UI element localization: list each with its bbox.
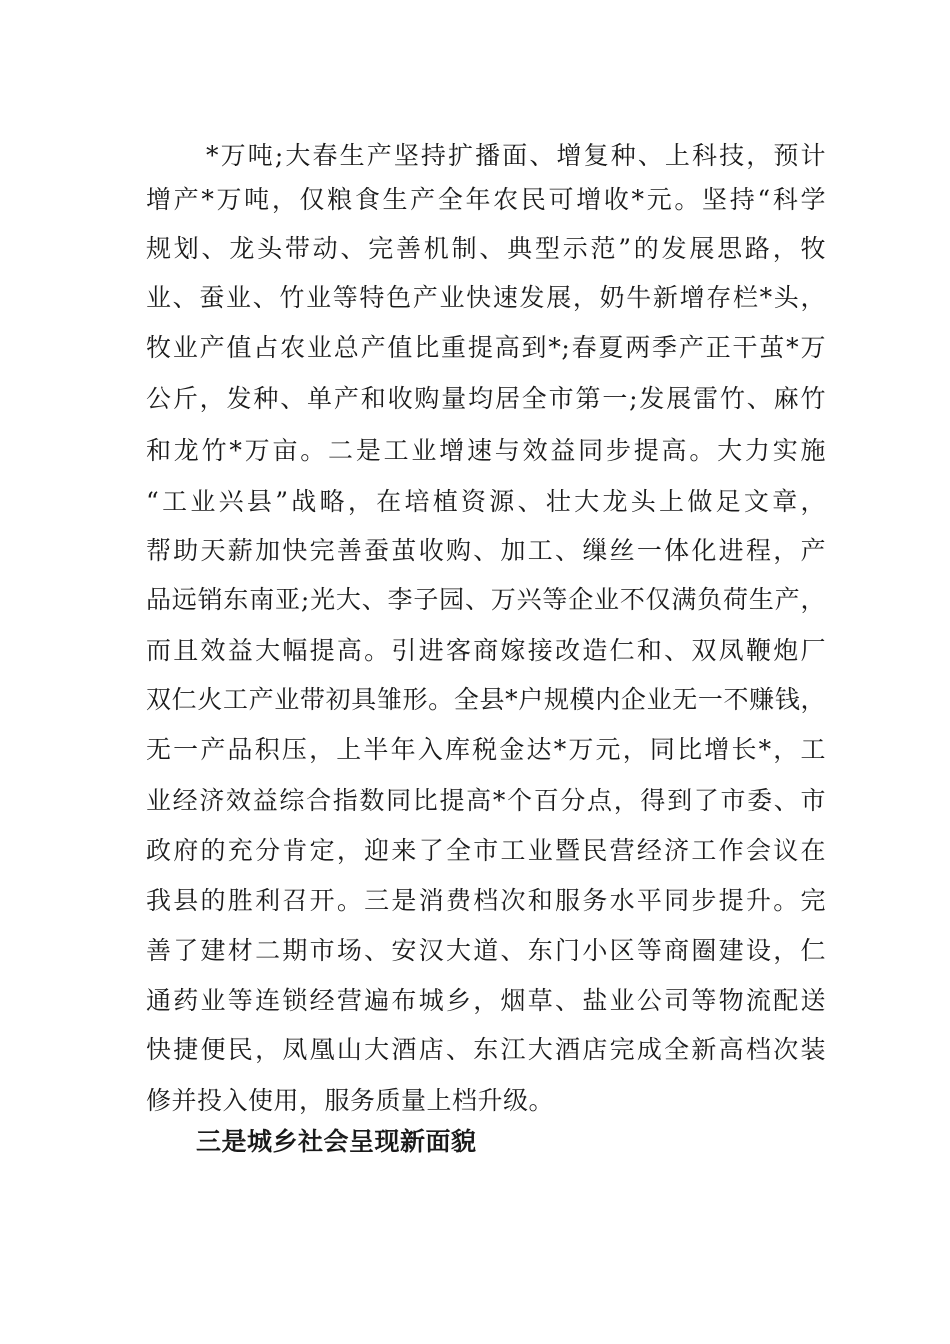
paragraph-line: 双仁火工产业带初具雏形。全县*户规模内企业无一不赚钱， xyxy=(146,685,826,714)
paragraph-line: “工业兴县”战略，在培植资源、壮大龙头上做足文章， xyxy=(146,487,826,516)
paragraph-line: 增产*万吨，仅粮食生产全年农民可增收*元。坚持“科学 xyxy=(146,185,826,214)
paragraph-line: 无一产品积压，上半年入库税金达*万元，同比增长*，工 xyxy=(146,735,826,764)
paragraph-line: 帮助天薪加快完善蚕茧收购、加工、缫丝一体化进程，产 xyxy=(146,536,826,565)
paragraph-line: 公斤，发种、单产和收购量均居全市第一;发展雷竹、麻竹 xyxy=(146,384,826,413)
paragraph-line: 政府的充分肯定，迎来了全市工业暨民营经济工作会议在 xyxy=(146,836,826,865)
paragraph-line: 业经济效益综合指数同比提高*个百分点，得到了市委、市 xyxy=(146,786,826,815)
paragraph-line: 品远销东南亚;光大、李子园、万兴等企业不仅满负荷生产， xyxy=(146,585,826,614)
paragraph-line: 修并投入使用，服务质量上档升级。 xyxy=(146,1086,555,1115)
paragraph-line: 快捷便民，凤凰山大酒店、东江大酒店完成全新高档次装 xyxy=(146,1035,826,1064)
paragraph-line: 和龙竹*万亩。二是工业增速与效益同步提高。大力实施 xyxy=(146,436,826,465)
paragraph-line: 规划、龙头带动、完善机制、典型示范”的发展思路，牧 xyxy=(146,234,826,263)
paragraph-line: *万吨;大春生产坚持扩播面、增复种、上科技，预计 xyxy=(206,141,826,170)
paragraph-line: 业、蚕业、竹业等特色产业快速发展，奶牛新增存栏*头， xyxy=(146,283,826,312)
paragraph-line: 我县的胜利召开。三是消费档次和服务水平同步提升。完 xyxy=(146,886,826,915)
section-heading: 三是城乡社会呈现新面貌 xyxy=(196,1127,477,1156)
paragraph-line: 善了建材二期市场、安汉大道、东门小区等商圈建设，仁 xyxy=(146,936,826,965)
paragraph-line: 牧业产值占农业总产值比重提高到*;春夏两季产正干茧*万 xyxy=(146,333,826,362)
paragraph-line: 而且效益大幅提高。引进客商嫁接改造仁和、双凤鞭炮厂 xyxy=(146,636,826,665)
paragraph-line: 通药业等连锁经营遍布城乡，烟草、盐业公司等物流配送 xyxy=(146,986,826,1015)
